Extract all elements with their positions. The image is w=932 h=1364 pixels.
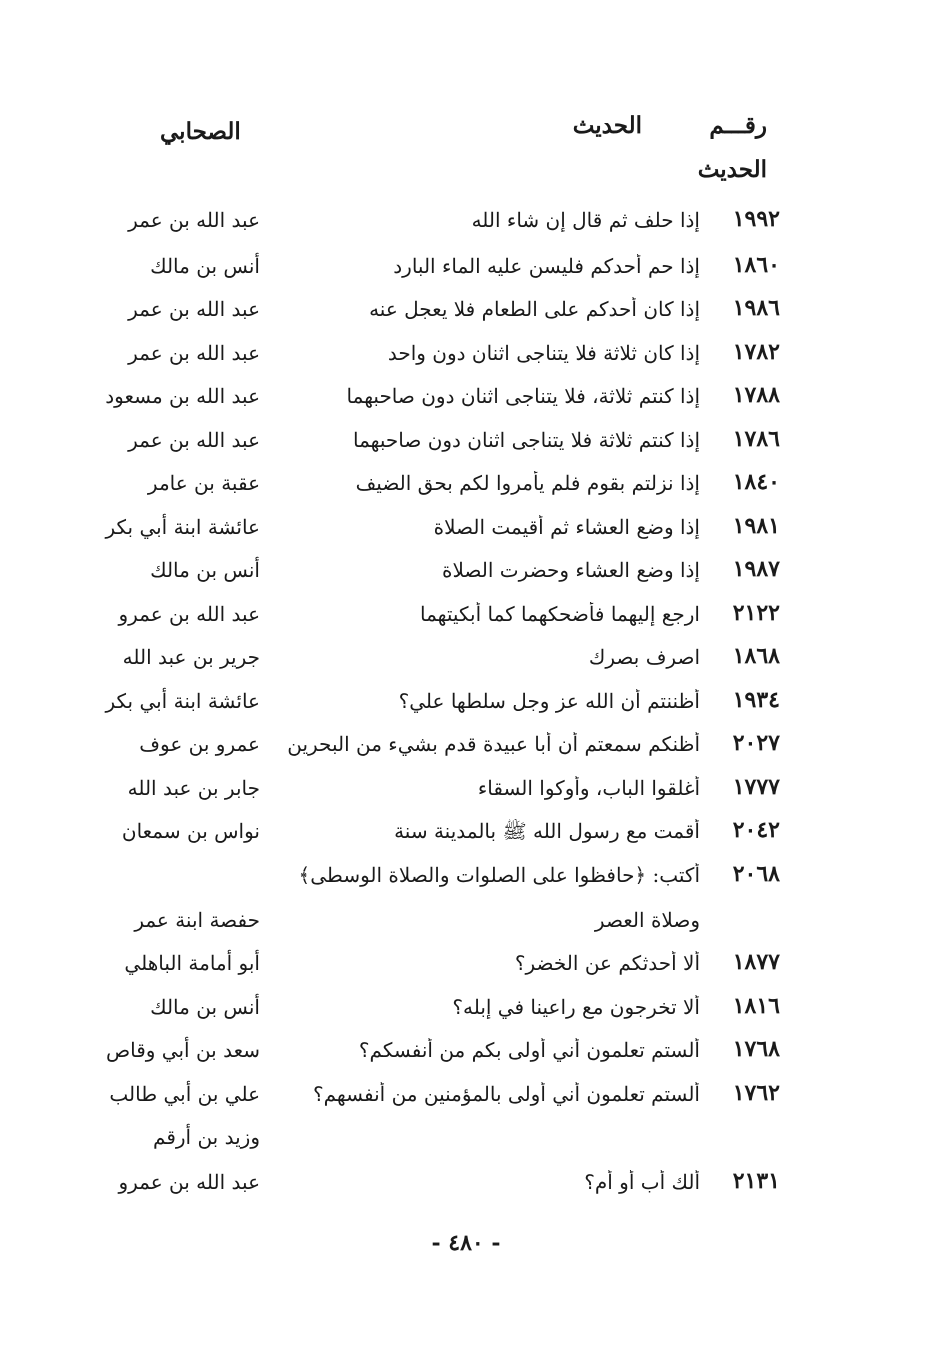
table-row [0, 635, 932, 675]
hadith-number: ١٩٨٧ [732, 556, 780, 582]
hadith-number: ١٧٨٨ [732, 382, 780, 408]
table-row [0, 461, 932, 501]
table-row [0, 809, 932, 849]
companion-name: جرير بن عبد الله [122, 645, 260, 669]
hadith-text: أقمت مع رسول الله ﷺ بالمدينة سنة [394, 819, 700, 843]
hadith-number: ٢١٣١ [732, 1168, 780, 1194]
hadith-number: ١٧٦٨ [732, 1036, 780, 1062]
hadith-number: ٢١٢٢ [732, 600, 780, 626]
hadith-text: إذا كنتم ثلاثة، فلا يتناجى اثنان دون صاحبهما [346, 384, 700, 408]
page-number: - ٤٨٠ - [431, 1230, 501, 1256]
header-hadith-label-2: الحديث [697, 156, 767, 183]
table-row [0, 592, 932, 632]
companion-name: عقبة بن عامر [147, 471, 260, 495]
companion-name: أنس بن مالك [150, 995, 260, 1019]
table-row [0, 548, 932, 588]
hadith-number: ١٨٧٧ [732, 949, 780, 975]
table-row [0, 287, 932, 327]
companion-name: عبد الله بن عمر [128, 297, 260, 321]
hadith-text-continuation: وصلاة العصر [594, 908, 700, 932]
hadith-number: ١٨٤٠ [732, 469, 780, 495]
hadith-number: ١٨٦٨ [732, 643, 780, 669]
companion-name: عبد الله بن عمر [128, 208, 260, 232]
table-row [0, 1160, 932, 1200]
hadith-number: ١٧٨٦ [732, 426, 780, 452]
hadith-text: اصرف بصرك [588, 645, 700, 669]
companion-name: أنس بن مالك [150, 558, 260, 582]
hadith-text: ألا تخرجون مع راعينا في إبله؟ [452, 995, 700, 1019]
table-row [0, 679, 932, 719]
hadith-text: إذا كان أحدكم على الطعام فلا يعجل عنه [369, 297, 700, 321]
table-row [0, 418, 932, 458]
hadith-text: ألستم تعلمون أني أولى بكم من أنفسكم؟ [358, 1038, 700, 1062]
companion-name: علي بن أبي طالب [109, 1082, 260, 1106]
table-row [0, 941, 932, 981]
hadith-text: ألا أحدثكم عن الخضر؟ [514, 951, 700, 975]
hadith-number: ١٧٨٢ [732, 339, 780, 365]
table-row [0, 898, 932, 938]
hadith-number: ١٩٨١ [732, 513, 780, 539]
hadith-text: إذا كان ثلاثة فلا يتناجى اثنان دون واحد [387, 341, 700, 365]
companion-name: عبد الله بن مسعود [105, 384, 260, 408]
hadith-number: ١٩٣٤ [732, 687, 780, 713]
hadith-text: ألستم تعلمون أني أولى بالمؤمنين من أنفسهم؟ [313, 1082, 700, 1106]
hadith-number: ١٧٦٢ [732, 1080, 780, 1106]
table-row [0, 374, 932, 414]
companion-name: عبد الله بن عمرو [118, 1170, 260, 1194]
companion-name: سعد بن أبي وقاص [105, 1038, 260, 1062]
table-row [0, 1028, 932, 1068]
hadith-number: ١٩٨٦ [732, 295, 780, 321]
companion-name: عائشة ابنة أبي بكر [105, 689, 260, 713]
hadith-text: أظننتم أن الله عز وجل سلطها علي؟ [398, 689, 700, 713]
companion-name: نواس بن سمعان [121, 819, 260, 843]
table-row [0, 198, 932, 238]
companion-name: عبد الله بن عمرو [118, 602, 260, 626]
table-row [0, 766, 932, 806]
hadith-number: ١٨١٦ [732, 993, 780, 1019]
hadith-text: أغلقوا الباب، وأوكوا السقاء [477, 776, 700, 800]
companion-name-continuation: وزيد بن أرقم [153, 1125, 260, 1149]
header-companion-label: الصحابي [160, 118, 241, 145]
table-row [0, 1115, 932, 1155]
table-row [0, 722, 932, 762]
header-number-label: رقـــم [709, 112, 767, 139]
hadith-text: إذا كنتم ثلاثة فلا يتناجى اثنان دون صاحبهما [352, 428, 700, 452]
table-row [0, 505, 932, 545]
hadith-number: ١٧٧٧ [732, 774, 780, 800]
companion-name: عمرو بن عوف [139, 732, 260, 756]
companion-name: جابر بن عبد الله [127, 776, 260, 800]
hadith-text: إذا نزلتم بقوم فلم يأمروا لكم بحق الضيف [355, 471, 700, 495]
hadith-text: إذا وضع العشاء ثم أقيمت الصلاة [433, 515, 700, 539]
table-row [0, 1072, 932, 1112]
hadith-text: إذا وضع العشاء وحضرت الصلاة [441, 558, 700, 582]
hadith-text: أظنكم سمعتم أن أبا عبيدة قدم بشيء من البحرين [287, 732, 700, 756]
hadith-number: ٢٠٤٢ [732, 817, 780, 843]
companion-name: أنس بن مالك [150, 254, 260, 278]
companion-name: عبد الله بن عمر [128, 341, 260, 365]
table-row [0, 985, 932, 1025]
table-row [0, 244, 932, 284]
table-row [0, 853, 932, 893]
hadith-text: إذا حم أحدكم فليسن عليه الماء البارد [393, 254, 700, 278]
hadith-number: ٢٠٢٧ [732, 730, 780, 756]
table-row [0, 331, 932, 371]
hadith-text: ألك أب أو أم؟ [584, 1170, 700, 1194]
header-hadith-label: الحديث [572, 112, 642, 139]
companion-name: أبو أمامة الباهلي [124, 951, 260, 975]
hadith-text: أكتب: ﴿حافظوا على الصلوات والصلاة الوسطى﴾ [298, 863, 700, 887]
hadith-number: ١٩٩٢ [732, 206, 780, 232]
companion-name: حفصة ابنة عمر [134, 908, 260, 932]
hadith-number: ٢٠٦٨ [732, 861, 780, 887]
companion-name: عائشة ابنة أبي بكر [105, 515, 260, 539]
hadith-text: ارجع إليهما فأضحكهما كما أبكيتهما [420, 602, 700, 626]
hadith-number: ١٨٦٠ [732, 252, 780, 278]
companion-name: عبد الله بن عمر [128, 428, 260, 452]
hadith-text: إذا حلف ثم قال إن شاء الله [471, 208, 700, 232]
